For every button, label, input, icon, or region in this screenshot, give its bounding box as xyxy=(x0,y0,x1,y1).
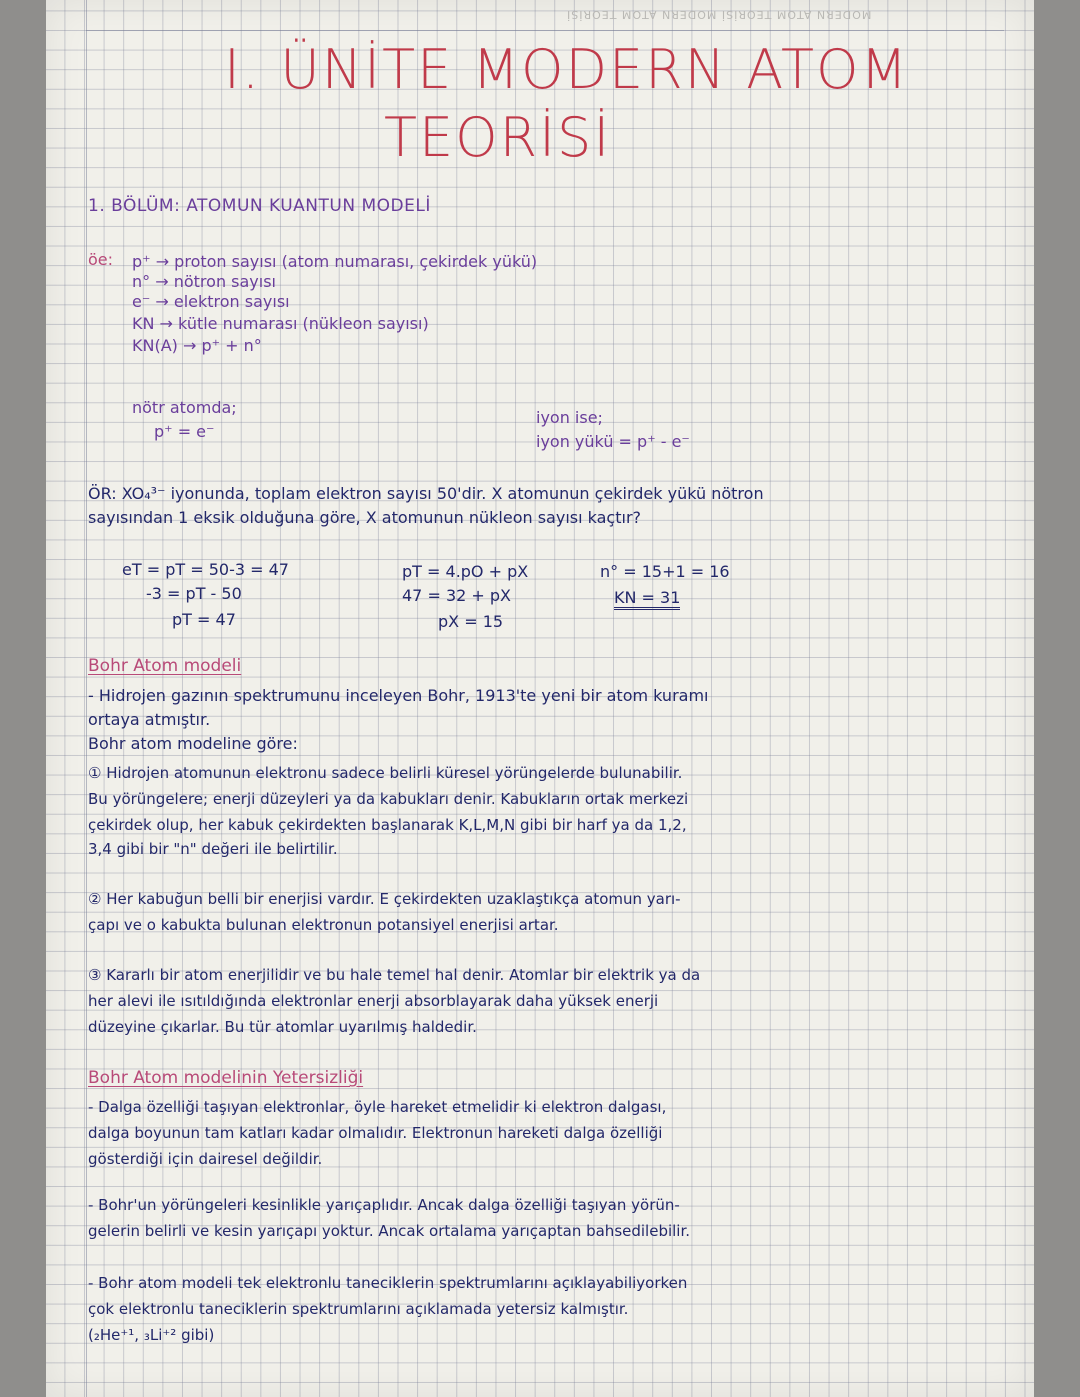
page-title-line1: I. ÜNİTE MODERN ATOM xyxy=(224,38,910,101)
bohr-line: Bohr atom modeline göre: xyxy=(88,734,298,753)
bohr-line: çapı ve o kabukta bulunan elektronun potansiyel enerjisi artar. xyxy=(88,916,559,934)
ion-charge-equation: iyon yükü = p⁺ - e⁻ xyxy=(536,432,690,451)
note-line-mass-number: KN → kütle numarası (nükleon sayısı) xyxy=(132,314,429,333)
bohr-line: her alevi ile ısıtıldığında elektronlar enerji absorblayarak daha yüksek enerji xyxy=(88,992,659,1010)
solution-col1-line3: pT = 47 xyxy=(172,610,236,629)
page-title-line2: TEORİSİ xyxy=(384,106,612,169)
solution-col2-line2: 47 = 32 + pX xyxy=(402,586,511,605)
solution-col3-line1: n° = 15+1 = 16 xyxy=(600,562,730,581)
solution-col1-line2: -3 = pT - 50 xyxy=(146,584,242,603)
bohr-deficiency-line: çok elektronlu taneciklerin spektrumlarını açıklamada yetersiz kalmıştır. xyxy=(88,1300,629,1318)
solution-col2-line3: pX = 15 xyxy=(438,612,504,631)
margin-line xyxy=(86,0,87,1397)
neutral-atom-equation: p⁺ = e⁻ xyxy=(154,422,215,441)
bohr-deficiency-line: dalga boyunun tam katları kadar olmalıdır. Elektronun hareketi dalga özelliği xyxy=(88,1124,663,1142)
note-line-proton: p⁺ → proton sayısı (atom numarası, çekirdek yükü) xyxy=(132,252,538,271)
bohr-deficiency-line: - Dalga özelliği taşıyan elektronlar, öyle hareket etmelidir ki elektron dalgası, xyxy=(88,1098,667,1116)
solution-col1-line1: eT = pT = 50-3 = 47 xyxy=(122,560,289,579)
ion-title: iyon ise; xyxy=(536,408,603,427)
bohr-line: 3,4 gibi bir "n" değeri ile belirtilir. xyxy=(88,840,338,858)
bohr-line: ② Her kabuğun belli bir enerjisi vardır. E çekirdekten uzaklaştıkça atomun yarı- xyxy=(88,890,681,908)
bohr-deficiency-line: gösterdiği için dairesel değildir. xyxy=(88,1150,323,1168)
bohr-deficiency-line: (₂He⁺¹, ₃Li⁺² gibi) xyxy=(88,1326,215,1344)
bohr-line: çekirdek olup, her kabuk çekirdekten başlanarak K,L,M,N gibi bir harf ya da 1,2, xyxy=(88,816,687,834)
example-question-line2: sayısından 1 eksik olduğuna göre, X atomunun nükleon sayısı kaçtır? xyxy=(88,508,642,527)
notebook-page xyxy=(46,0,1034,1397)
bohr-deficiency-heading: Bohr Atom modelinin Yetersizliği xyxy=(88,1068,364,1088)
note-line-neutron: n° → nötron sayısı xyxy=(132,272,276,291)
bohr-line: Bu yörüngelere; enerji düzeyleri ya da kabukları denir. Kabukların ortak merkezi xyxy=(88,790,689,808)
note-line-electron: e⁻ → elektron sayısı xyxy=(132,292,290,311)
bohr-line: ③ Kararlı bir atom enerjilidir ve bu hale temel hal denir. Atomlar bir elektrik ya da xyxy=(88,966,701,984)
bohr-heading: Bohr Atom modeli xyxy=(88,656,242,676)
bleed-through-text: MODERN ATOM TEORİSİ MODERN ATOM TEORİSİ xyxy=(566,8,872,21)
notes-prefix: öe: xyxy=(88,250,114,269)
example-question-line1: ÖR: XO₄³⁻ iyonunda, toplam elektron sayısı 50'dir. X atomunun çekirdek yükü nötron xyxy=(88,484,764,503)
note-line-mass-formula: KN(A) → p⁺ + n° xyxy=(132,336,262,355)
neutral-atom-title: nötr atomda; xyxy=(132,398,237,417)
bohr-deficiency-line: - Bohr atom modeli tek elektronlu taneciklerin spektrumlarını açıklayabiliyorken xyxy=(88,1274,688,1292)
bohr-deficiency-line: - Bohr'un yörüngeleri kesinlikle yarıçaplıdır. Ancak dalga özelliği taşıyan yörün- xyxy=(88,1196,680,1214)
bohr-line: - Hidrojen gazının spektrumunu inceleyen Bohr, 1913'te yeni bir atom kuramı xyxy=(88,686,709,705)
section-heading: 1. BÖLÜM: ATOMUN KUANTUN MODELİ xyxy=(88,196,431,216)
top-border-line xyxy=(86,30,1004,31)
solution-answer: KN = 31 xyxy=(614,588,680,610)
bohr-line: ortaya atmıştır. xyxy=(88,710,211,729)
bohr-line: ① Hidrojen atomunun elektronu sadece belirli küresel yörüngelerde bulunabilir. xyxy=(88,764,683,782)
solution-col2-line1: pT = 4.pO + pX xyxy=(402,562,529,581)
bohr-deficiency-line: gelerin belirli ve kesin yarıçapı yoktur. Ancak ortalama yarıçaptan bahsedilebilir. xyxy=(88,1222,691,1240)
bohr-line: düzeyine çıkarlar. Bu tür atomlar uyarılmış haldedir. xyxy=(88,1018,477,1036)
